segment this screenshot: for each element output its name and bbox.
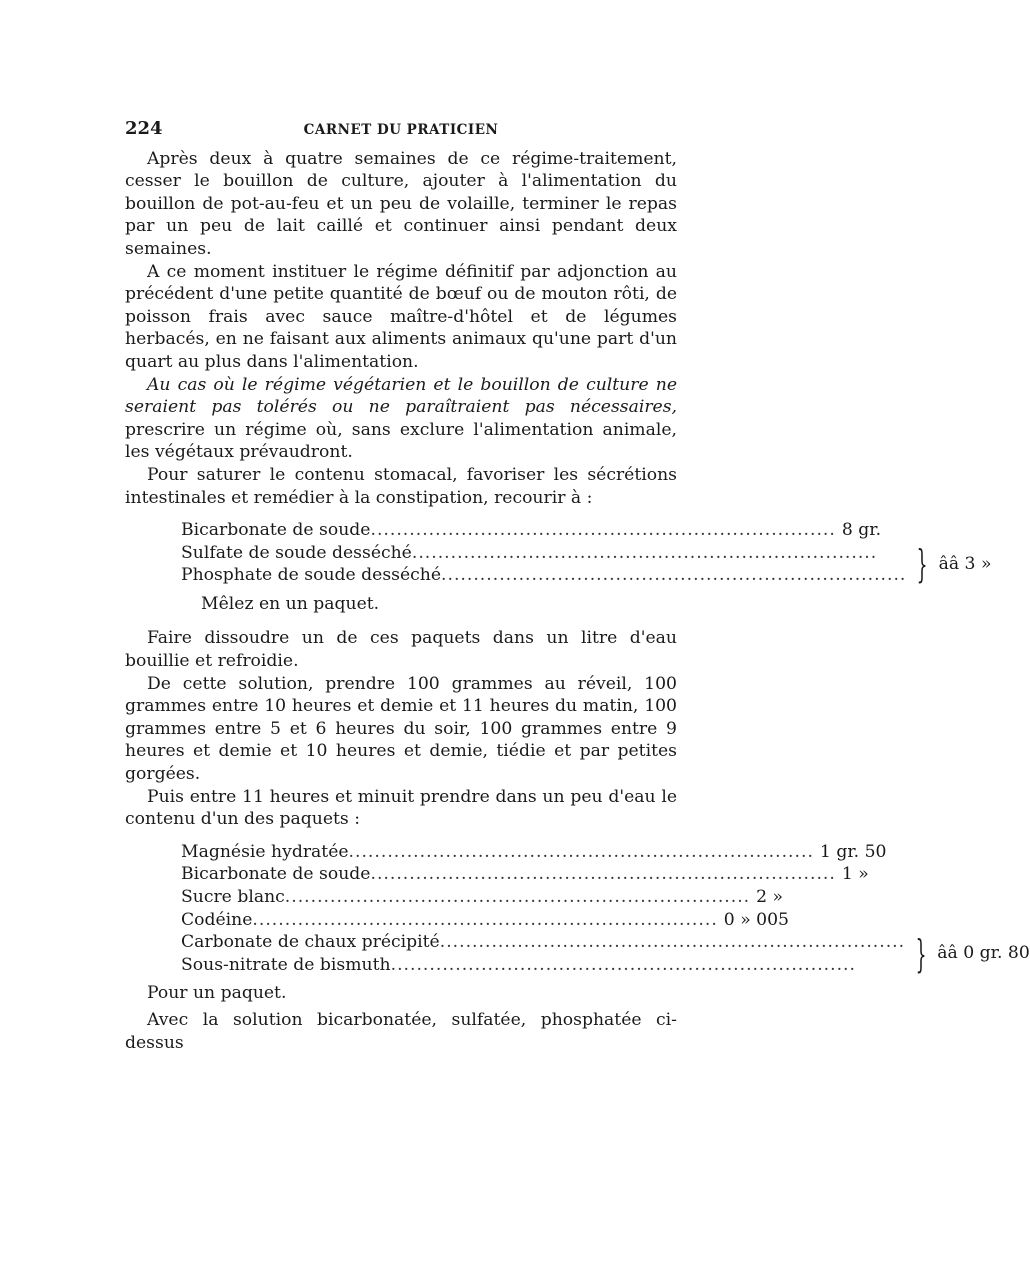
recipe-line bbox=[181, 841, 887, 864]
leader-dots bbox=[440, 931, 905, 954]
recipe-instruction: Pour un paquet. bbox=[147, 983, 287, 1004]
ingredient-name: Phosphate de soude desséché bbox=[181, 565, 442, 586]
recipe-1 bbox=[181, 519, 992, 587]
ingredient-name: Bicarbonate de soude bbox=[181, 864, 371, 885]
paragraph-7: Puis entre 11 heures et minuit prendre dans un peu d'eau le contenu d'un des paquets : bbox=[125, 786, 677, 830]
recipe-line bbox=[181, 863, 869, 886]
recipe-group bbox=[181, 542, 992, 587]
ingredient-name: Codéine bbox=[181, 909, 253, 930]
recipe-line bbox=[181, 564, 906, 587]
recipe-line bbox=[181, 954, 905, 977]
leader-dots bbox=[370, 863, 835, 886]
recipe-line bbox=[181, 542, 906, 565]
recipe-line bbox=[181, 931, 905, 954]
curly-brace: } bbox=[915, 931, 927, 976]
recipe-line bbox=[181, 519, 882, 542]
recipe-group bbox=[181, 931, 1030, 976]
recipe-2 bbox=[181, 841, 1030, 977]
leader-dots bbox=[391, 954, 906, 977]
paragraph-1: Après deux à quatre semaines de ce régime-traitement, cesser le bouillon de culture, ajouter à l'alimentation du bouillon de pot-au-feu et un peu de volaille, terminer le repas par un peu de lait caillé et continuer ainsi pendant deux semaines. bbox=[125, 148, 677, 259]
paragraph-3-rest: prescrire un régime où, sans exclure l'alimentation animale, les végétaux prévaudront. bbox=[125, 419, 677, 463]
ingredient-name: Sulfate de soude desséché bbox=[181, 542, 412, 563]
paragraph-2: A ce moment instituer le régime définitif par adjonction au précédent d'une petite quantité de bœuf ou de mouton rôti, de poisson frais avec sauce maître-d'hôtel et de légumes herbacés, en ne faisant aux aliments animaux qu'une part d'un quart au plus dans l'alimentation. bbox=[125, 261, 677, 372]
ingredient-quantity: 8 gr. bbox=[841, 520, 882, 541]
running-title: CARNET DU PRATICIEN bbox=[303, 122, 499, 138]
leader-dots bbox=[441, 564, 906, 587]
group-quantity: ââ 0 gr. 80 bbox=[937, 943, 1030, 964]
ingredient-name: Magnésie hydratée bbox=[181, 841, 349, 862]
ingredient-quantity: 0 » 005 bbox=[723, 909, 789, 930]
ingredient-name: Sous-nitrate de bismuth bbox=[181, 954, 391, 975]
page-number: 224 bbox=[125, 118, 163, 139]
paragraph-4: Pour saturer le contenu stomacal, favoriser les sécrétions intestinales et remédier à la constipation, recourir à : bbox=[125, 464, 677, 508]
leader-dots bbox=[412, 542, 907, 565]
group-quantity: ââ 3 » bbox=[938, 553, 992, 574]
page-header bbox=[125, 118, 677, 142]
paragraph-3 bbox=[125, 374, 677, 464]
ingredient-quantity: 1 » bbox=[841, 864, 869, 885]
book-page bbox=[125, 118, 1030, 1054]
recipe-line bbox=[181, 886, 784, 909]
ingredient-quantity: 2 » bbox=[756, 887, 784, 907]
ingredient-name: Carbonate de chaux précipité bbox=[181, 932, 440, 953]
curly-brace: } bbox=[917, 542, 928, 587]
ingredient-name: Bicarbonate de soude bbox=[181, 520, 371, 541]
paragraph-6: De cette solution, prendre 100 grammes au réveil, 100 grammes entre 10 heures et demie et 11 heures du matin, 100 grammes entre 5 et 6 heures du soir, 100 grammes entre 9 heures et demie et 10 heures et demie, tiédie et par petites gorgées. bbox=[125, 673, 677, 785]
leader-dots bbox=[285, 886, 750, 909]
paragraph-8: Avec la solution bicarbonatée, sulfatée, phosphatée ci-dessus bbox=[125, 1009, 677, 1053]
recipe-instruction: Mêlez en un paquet. bbox=[201, 593, 380, 614]
ingredient-quantity: 1 gr. 50 bbox=[819, 841, 887, 862]
leader-dots bbox=[349, 841, 814, 864]
paragraph-5: Faire dissoudre un de ces paquets dans un litre d'eau bouillie et refroidie. bbox=[125, 628, 677, 672]
italic-phrase: Au cas où le régime végétarien et le bouillon de culture ne seraient pas tolérés ou ne paraîtraient pas nécessaires, bbox=[125, 374, 677, 418]
leader-dots bbox=[370, 519, 835, 542]
recipe-line bbox=[181, 909, 789, 932]
ingredient-name: Sucre blanc bbox=[181, 887, 285, 907]
leader-dots bbox=[252, 909, 717, 932]
